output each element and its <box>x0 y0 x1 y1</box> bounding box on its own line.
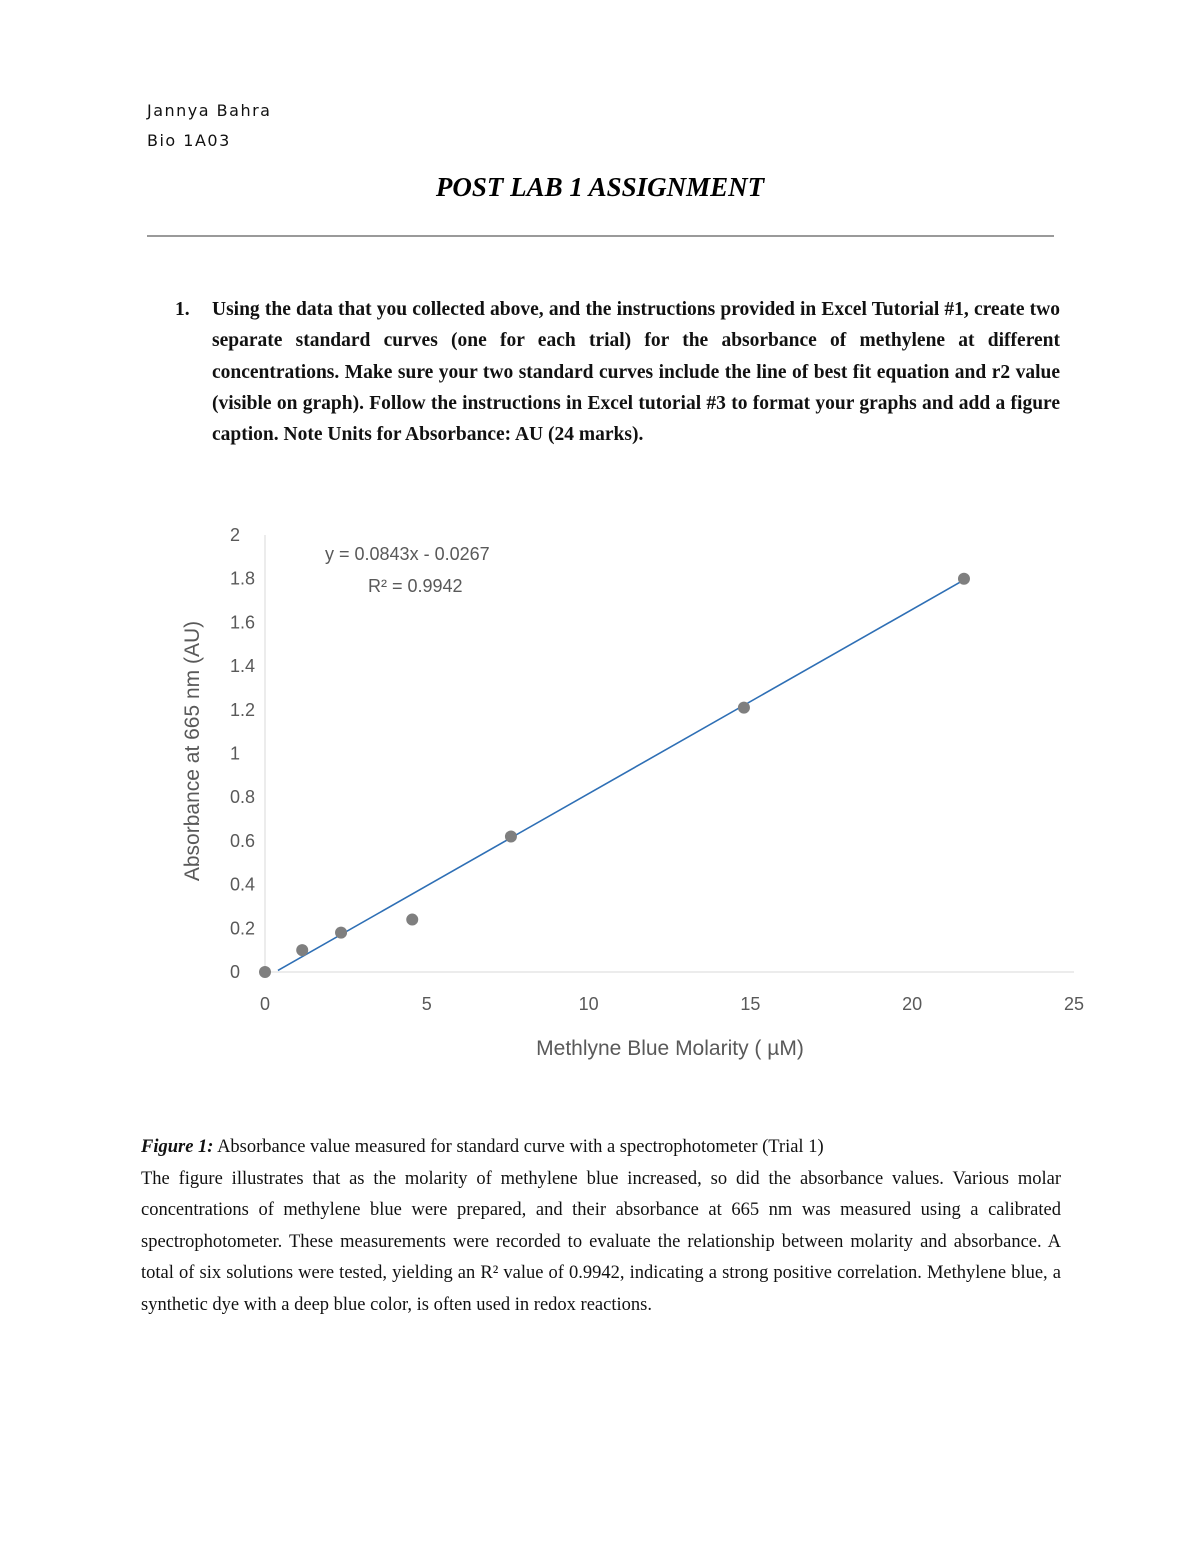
y-tick-label: 1.2 <box>230 699 256 720</box>
data-point <box>958 573 970 585</box>
x-tick-label: 20 <box>902 994 923 1014</box>
x-tick-label: 10 <box>578 994 599 1014</box>
x-tick-label: 15 <box>740 994 761 1014</box>
caption-label: Figure 1: <box>141 1137 214 1157</box>
y-tick-label: 0.2 <box>230 918 256 939</box>
data-point <box>406 914 418 926</box>
title-divider <box>147 235 1054 237</box>
y-tick-label: 1.4 <box>230 656 256 677</box>
question-1 <box>175 294 1060 450</box>
data-point <box>335 927 347 939</box>
trendline-equation: y = 0.0843x - 0.0267 <box>325 544 490 564</box>
question-number: 1. <box>175 299 190 320</box>
r-squared-label: R² = 0.9942 <box>368 576 463 596</box>
y-tick-label: 0.8 <box>230 787 256 808</box>
y-tick-label: 1.6 <box>230 612 256 633</box>
standard-curve-chart <box>160 510 1100 1070</box>
page-title: POST LAB 1 ASSIGNMENT <box>435 172 765 202</box>
question-text: Using the data that you collected above, and the instructions provided in Excel Tutorial #1, create two separate standard curves (one for each trial) for the absorbance of methylene at different concentrations. Make sure your two standard curves include the line of best fit equation and r2 value (visible on graph). Follow the instructions in Excel tutorial #3 to format your graphs and add a figure caption. Note Units for Absorbance: AU (24 marks). <box>212 299 1060 446</box>
data-point <box>738 702 750 714</box>
x-tick-label: 25 <box>1063 994 1085 1014</box>
caption-title-text: Absorbance value measured for standard curve with a spectrophotometer (Trial 1) <box>213 1137 824 1157</box>
trendline <box>278 580 964 970</box>
y-tick-label: 0.4 <box>230 874 256 895</box>
y-tick-label: 2 <box>230 525 241 545</box>
x-tick-label: 0 <box>259 994 271 1014</box>
caption-title-line <box>141 1132 1061 1164</box>
y-tick-label: 0.6 <box>230 830 256 851</box>
x-tick-labels <box>260 994 1084 1014</box>
y-axis-title: Absorbance at 665 nm (AU) <box>181 620 204 882</box>
data-points <box>259 573 970 978</box>
data-point <box>505 831 517 843</box>
y-tick-label: 1.8 <box>230 568 256 589</box>
y-tick-labels <box>230 525 255 982</box>
y-tick-label: 0 <box>230 962 241 982</box>
course-code: Bio 1A03 <box>147 131 231 150</box>
author-name: Jannya Bahra <box>147 101 272 120</box>
x-tick-label: 5 <box>421 994 432 1014</box>
caption-body: The figure illustrates that as the molarity of methylene blue increased, so did the absorbance values. Various molar concentrations of methylene blue were prepared, and their absorbance at 665 nm was measured using a calibrated spectrophotometer. These measurements were recorded to evaluate the relationship between molarity and absorbance. A total of six solutions were tested, yielding an R² value of 0.9942, indicating a strong positive correlation. Methylene blue, a synthetic dye with a deep blue color, is often used in redox reactions. <box>141 1168 1061 1315</box>
figure-caption <box>141 1132 1061 1321</box>
data-point <box>259 966 271 978</box>
y-tick-label: 1 <box>230 743 241 764</box>
x-axis-title: Methlyne Blue Molarity ( µM) <box>536 1037 804 1060</box>
data-point <box>296 944 308 956</box>
